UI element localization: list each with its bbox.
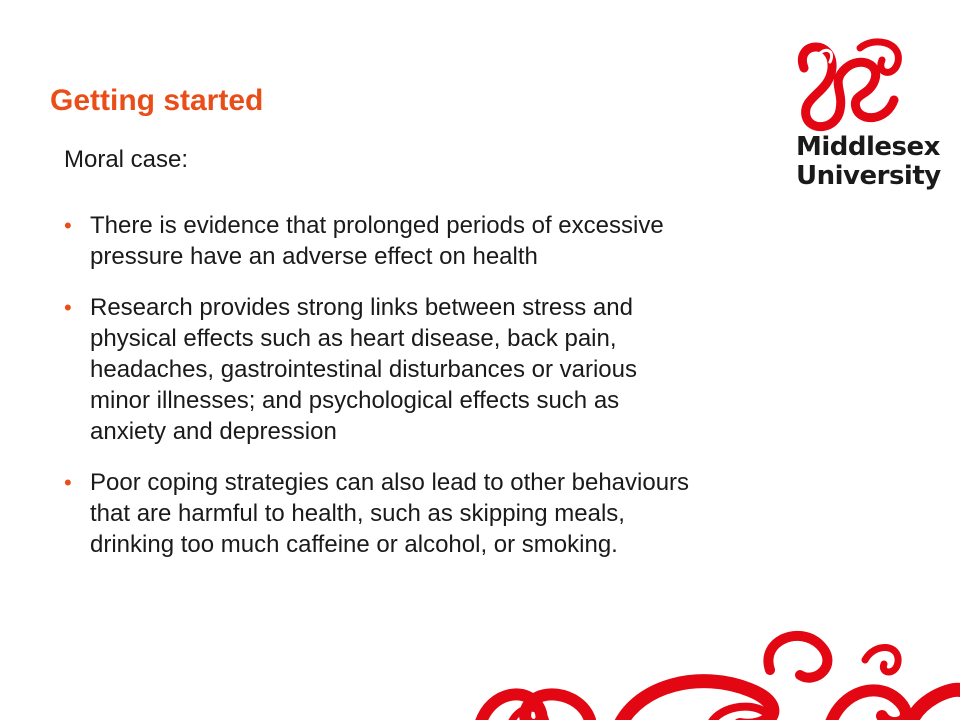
university-name-line-1: Middlesex (796, 132, 940, 162)
bullet-marker: • (64, 295, 72, 320)
bullet-item (64, 292, 884, 447)
bullet-text-line: Poor coping strategies can also lead to other behaviours (90, 469, 690, 496)
bullet-list (64, 210, 884, 580)
bullet-text-line: pressure have an adverse effect on health (90, 243, 538, 270)
bullet-marker: • (64, 470, 72, 495)
bullet-text-line: anxiety and depression (90, 418, 337, 445)
bullet-text-line: drinking too much caffeine or alcohol, or smoking. (90, 531, 618, 558)
bullet-item (64, 210, 884, 272)
bullet-marker: • (64, 213, 72, 238)
slide-title: Getting started (50, 84, 264, 117)
bullet-text-line: physical effects such as heart disease, back pain, (90, 325, 617, 352)
bullet-item (64, 467, 884, 560)
bullet-text-line: There is evidence that prolonged periods of excessive (90, 212, 664, 239)
bullet-text-line: headaches, gastrointestinal disturbances or various (90, 356, 637, 383)
bullet-text-line: minor illnesses; and psychological effects such as (90, 387, 620, 414)
university-name (796, 133, 941, 191)
university-logo (780, 38, 941, 198)
university-ribbon-logo-icon (790, 38, 910, 133)
red-ribbon-swirl-icon (470, 630, 960, 720)
slide-subtitle: Moral case: (64, 146, 189, 173)
university-name-line-2: University (796, 161, 941, 191)
bullet-text-line: that are harmful to health, such as skipping meals, (90, 500, 625, 527)
bullet-text-line: Research provides strong links between stress and (90, 294, 633, 321)
